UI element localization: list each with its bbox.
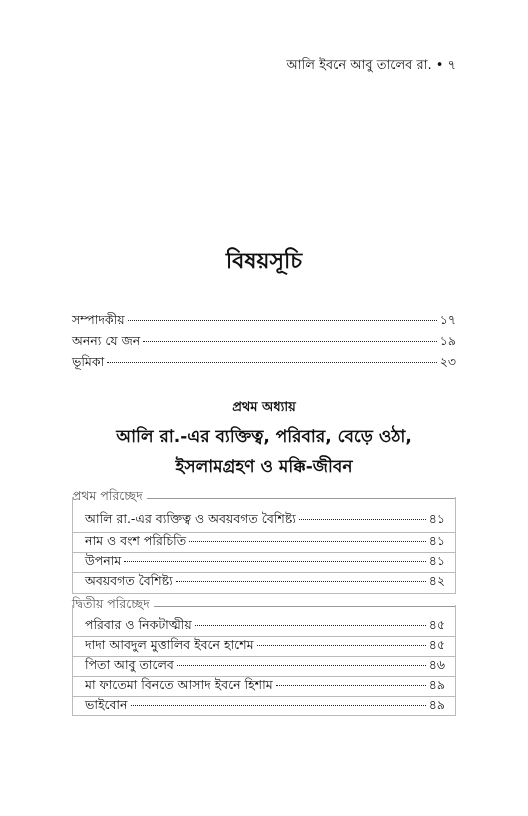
running-header: আলি ইবনে আবু তালেব রা. • ৭ bbox=[286, 58, 456, 73]
toc-entry-page: ১৯ bbox=[439, 333, 456, 348]
toc-entry-page: ৪৫ bbox=[428, 617, 445, 632]
toc-entry-page: ৪৯ bbox=[428, 677, 445, 692]
toc-entry-label: ভূমিকা bbox=[72, 354, 105, 369]
toc-entry[interactable] bbox=[85, 657, 445, 677]
dot-leader bbox=[124, 561, 426, 562]
toc-entry-label: সম্পাদকীয় bbox=[72, 312, 125, 327]
dot-leader bbox=[128, 320, 437, 321]
dot-leader bbox=[299, 519, 426, 520]
toc-entry-page: ২৩ bbox=[439, 354, 456, 369]
toc-entry[interactable] bbox=[85, 637, 445, 657]
toc-entry-page: ৪১ bbox=[428, 511, 445, 526]
toc-entry[interactable] bbox=[85, 573, 445, 593]
toc-entry[interactable] bbox=[85, 553, 445, 573]
toc-entry[interactable] bbox=[85, 617, 445, 637]
toc-entry-page: ১৭ bbox=[439, 312, 456, 327]
toc-entry-page: ৪৫ bbox=[428, 637, 445, 652]
toc-entry[interactable] bbox=[85, 511, 445, 531]
dot-leader bbox=[276, 685, 426, 686]
toc-entry-label: আলি রা.-এর ব্যক্তিত্ব ও অবয়বগত বৈশিষ্ট্য bbox=[85, 511, 296, 526]
toc-entry-label: মা ফাতেমা বিনতে আসাদ ইবনে হিশাম bbox=[85, 677, 273, 692]
dot-leader bbox=[189, 541, 426, 542]
section-box bbox=[72, 497, 456, 594]
toc-entry[interactable] bbox=[72, 333, 456, 353]
page-title: বিষয়সূচি bbox=[225, 249, 303, 274]
dot-leader bbox=[195, 625, 426, 626]
dot-leader bbox=[257, 645, 426, 646]
chapter-number: প্রথম অধ্যায় bbox=[232, 400, 296, 415]
toc-entry[interactable] bbox=[85, 677, 445, 697]
toc-entry-label: অবয়বগত বৈশিষ্ট্য bbox=[85, 573, 173, 588]
toc-entry-label: অনন্য যে জন bbox=[72, 333, 141, 348]
toc-entry-label: পিতা আবু তালেব bbox=[85, 657, 174, 672]
section-box bbox=[72, 605, 456, 716]
toc-entry[interactable] bbox=[72, 312, 456, 332]
toc-entry-page: ৪৬ bbox=[428, 657, 445, 672]
dot-leader bbox=[107, 362, 437, 363]
section-heading-label: দ্বিতীয় পরিচ্ছেদ bbox=[72, 596, 150, 611]
toc-entry-page: ৪১ bbox=[428, 553, 445, 568]
toc-entry-label: উপনাম bbox=[85, 553, 122, 568]
toc-entry-page: ৪৯ bbox=[428, 697, 445, 712]
toc-entry-label: নাম ও বংশ পরিচিতি bbox=[85, 533, 187, 548]
chapter-title-line-2: ইসলামগ্রহণ ও মক্কি-জীবন bbox=[175, 457, 353, 477]
toc-entry[interactable] bbox=[72, 354, 456, 374]
dot-leader bbox=[176, 581, 426, 582]
chapter-title-line-1: আলি রা.-এর ব্যক্তিত্ব, পরিবার, বেড়ে ওঠা, bbox=[116, 427, 412, 447]
dot-leader bbox=[177, 665, 426, 666]
toc-entry[interactable] bbox=[85, 533, 445, 553]
toc-entry-page: ৪১ bbox=[428, 533, 445, 548]
toc-entry-page: ৪২ bbox=[428, 573, 445, 588]
section-heading-label: প্রথম পরিচ্ছেদ bbox=[72, 488, 143, 503]
toc-entry-label: পরিবার ও নিকটাত্মীয় bbox=[85, 617, 192, 632]
dot-leader bbox=[131, 705, 426, 706]
toc-entry[interactable] bbox=[85, 697, 445, 717]
dot-leader bbox=[143, 341, 437, 342]
toc-entry-label: দাদা আবদুল মুত্তালিব ইবনে হাশেম bbox=[85, 637, 254, 652]
toc-entry-label: ভাইবোন bbox=[85, 697, 128, 712]
